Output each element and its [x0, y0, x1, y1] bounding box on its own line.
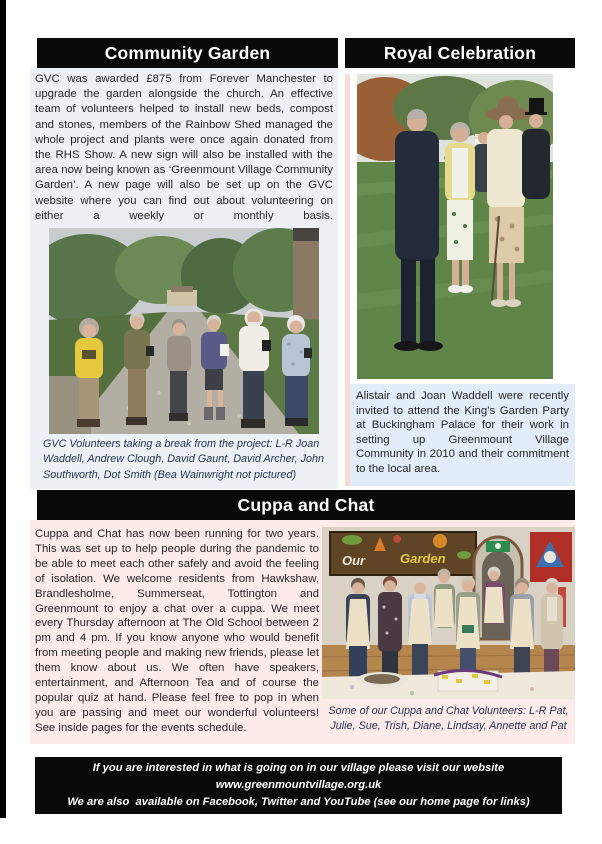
footer-banner	[35, 757, 562, 814]
community-garden-volunteers-photo	[49, 228, 319, 434]
section-royal-celebration	[345, 38, 575, 486]
cuppa-and-chat-caption: Some of our Cuppa and Chat Volunteers: L-R Pat, Julie, Sue, Trish, Diane, Lindsay, Annette and Pat	[328, 705, 569, 733]
community-garden-text: GVC was awarded £875 from Forever Manchester to upgrade the garden alongside the church. An effective team of volunteers helped to install new beds, compost and stones, members of the Rainbow Shed managed the whole project and plants were once again donated from the RHS Show. A new sign will also be installed with the area now being known as ‘Greenmount Village Community Garden’. A new page will also be set up on the GVC website where you can find out about volunteering on either a weekly or monthly basis.	[35, 73, 333, 222]
cuppa-and-chat-text: Cuppa and Chat has now been running for two years. This was set up to help people during the pandemic to be able to meet each other safely and avoid the feeling of isolation. We welcome residents from Hawkshaw, Brandlesholme, Summerseat, Tottington and Greenmount to enjoy a chat over a cuppa. We meet every Thursday afternoon at The Old School between 2 pm and 4 pm. If you know anyone who would benefit from meeting people and making new friends, please let them know about us. We often have speakers, entertainment, and Afternoon Tea and of course the popular quiz at hand. Please feel free to pop in when you are passing and meet our wonderful volunteers! See inside pages for the events schedule.	[35, 528, 319, 734]
footer-line-1: If you are interested in what is going on in our village please visit our website	[92, 762, 505, 774]
section-cuppa-and-chat	[30, 490, 575, 744]
footer-website: www.greenmountvillage.org.uk	[215, 778, 382, 791]
section-community-garden	[30, 38, 338, 489]
cuppa-and-chat-heading: Cuppa and Chat	[37, 490, 575, 520]
photo-board-text-garden: Garden	[400, 551, 446, 566]
royal-celebration-text: Alistair and Joan Waddell were recently invited to attend the King’s Garden Party at Buckingham Palace for their work in setting up Greenmount Village Community in 2010 and their commitment to the local area.	[356, 390, 569, 475]
royal-celebration-body	[345, 74, 575, 486]
royal-celebration-heading: Royal Celebration	[345, 38, 575, 68]
cuppa-volunteers-photo	[322, 527, 575, 699]
page-left-black-edge	[0, 0, 6, 818]
royal-garden-party-photo	[357, 74, 553, 379]
community-garden-body	[30, 68, 338, 489]
community-garden-caption: GVC Volunteers taking a break from the project: L-R Joan Waddell, Andrew Clough, David Gaunt, David Archer, John Southworth, Dot Smith (Bea Wainwright not pictured)	[43, 438, 325, 481]
community-garden-heading: Community Garden	[37, 38, 338, 68]
footer-line-3: We are also available on Facebook, Twitter and YouTube (see our home page for links)	[67, 795, 530, 808]
photo-board-text-our: Our	[342, 553, 366, 568]
